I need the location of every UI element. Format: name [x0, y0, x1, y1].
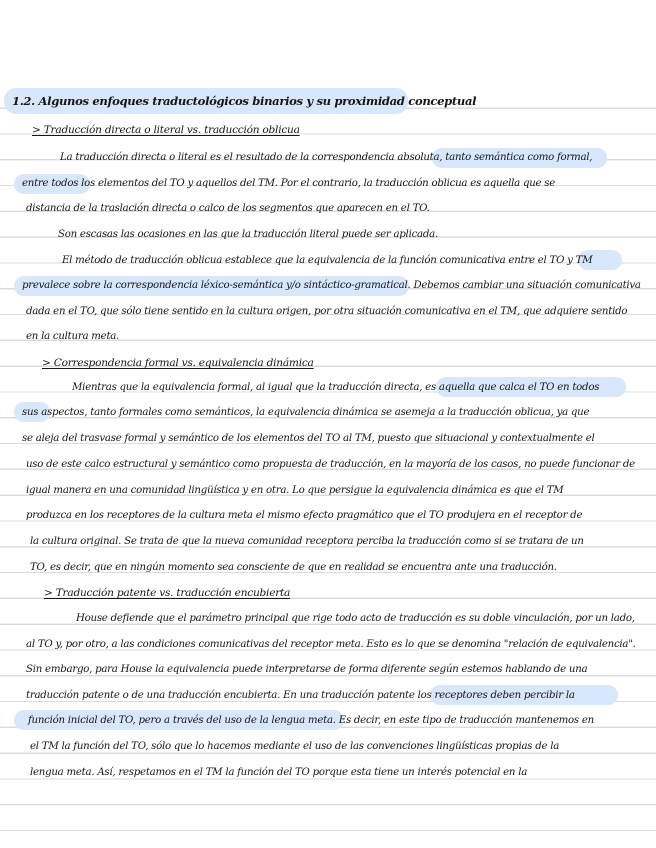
paragraph-line: al TO y, por otro, a las condiciones comunicativas del receptor meta. Esto es lo que se denomina "relación de equivalencia". — [26, 639, 636, 650]
subheading-formal-vs-dynamic: > Correspondencia formal vs. equivalencia dinámica — [42, 357, 314, 369]
paragraph-line: uso de este calco estructural y semántico como propuesta de traducción, en la mayoría de los casos, no puede funcionar de — [26, 459, 635, 470]
paragraph-line: función inicial del TO, pero a través del uso de la lengua meta. Es decir, en este tipo de traducción mantenemos en — [28, 715, 594, 726]
paragraph-line: sus aspectos, tanto formales como semánticos, la equivalencia dinámica se asemeja a la traducción oblicua, ya que — [22, 407, 590, 418]
paragraph-line: la cultura original. Se trata de que la nueva comunidad receptora perciba la traducción como si se tratara de un — [30, 536, 584, 547]
paragraph-line: TO, es decir, que en ningún momento sea consciente de que en realidad se encuentra ante una traducción. — [30, 562, 557, 573]
paragraph-line: distancia de la traslación directa o calco de los segmentos que aparecen en el TO. — [26, 203, 430, 214]
paragraph-line: House defiende que el parámetro principal que rige todo acto de traducción es su doble vinculación, por un lado, — [76, 613, 635, 624]
paragraph-line: el TM la función del TO, sólo que lo hacemos mediante el uso de las convenciones lingüísticas propias de la — [30, 741, 560, 752]
paragraph-line: La traducción directa o literal es el resultado de la correspondencia absoluta, tanto semántica como formal, — [60, 152, 593, 163]
page-title: 1.2. Algunos enfoques traductológicos binarios y su proximidad conceptual — [12, 94, 477, 108]
paragraph-line: igual manera en una comunidad lingüística y en otra. Lo que persigue la equivalencia dinámica es que el TM — [26, 485, 564, 496]
paragraph-line: produzca en los receptores de la cultura meta el mismo efecto pragmático que el TO produjera en el receptor de — [26, 510, 583, 521]
paragraph-line: El método de traducción oblicua establece que la equivalencia de la función comunicativa entre el TO y TM — [62, 255, 593, 266]
paragraph-line: dada en el TO, que sólo tiene sentido en la cultura origen, por otra situación comunicativa en el TM, que adquiere sentido — [26, 306, 628, 317]
paragraph-line: Mientras que la equivalencia formal, al igual que la traducción directa, es aquella que calca el TO en todos — [72, 382, 600, 393]
paragraph-line: entre todos los elementos del TO y aquellos del TM. Por el contrario, la traducción oblicua es aquella que se — [22, 178, 556, 189]
paragraph-line: Son escasas las ocasiones en las que la traducción literal puede ser aplicada. — [58, 229, 438, 240]
subheading-direct-vs-oblique: > Traducción directa o literal vs. traducción oblicua — [32, 124, 300, 136]
paragraph-line: se aleja del trasvase formal y semántico de los elementos del TO al TM, puesto que situacional y contextualmente el — [22, 433, 595, 444]
paragraph-line: en la cultura meta. — [26, 331, 120, 342]
paragraph-line: Sin embargo, para House la equivalencia puede interpretarse de forma diferente según estemos hablando de una — [26, 664, 588, 675]
subheading-overt-vs-covert: > Traducción patente vs. traducción encubierta — [44, 587, 291, 599]
paragraph-line: lengua meta. Así, respetamos en el TM la función del TO porque esta tiene un interés potencial en la — [30, 767, 528, 778]
paragraph-line: prevalece sobre la correspondencia léxico-semántica y/o sintáctico-gramatical. Debemos cambiar una situación comunicativa — [22, 280, 641, 291]
paragraph-line: traducción patente o de una traducción encubierta. En una traducción patente los receptores deben percibir la — [26, 690, 575, 701]
